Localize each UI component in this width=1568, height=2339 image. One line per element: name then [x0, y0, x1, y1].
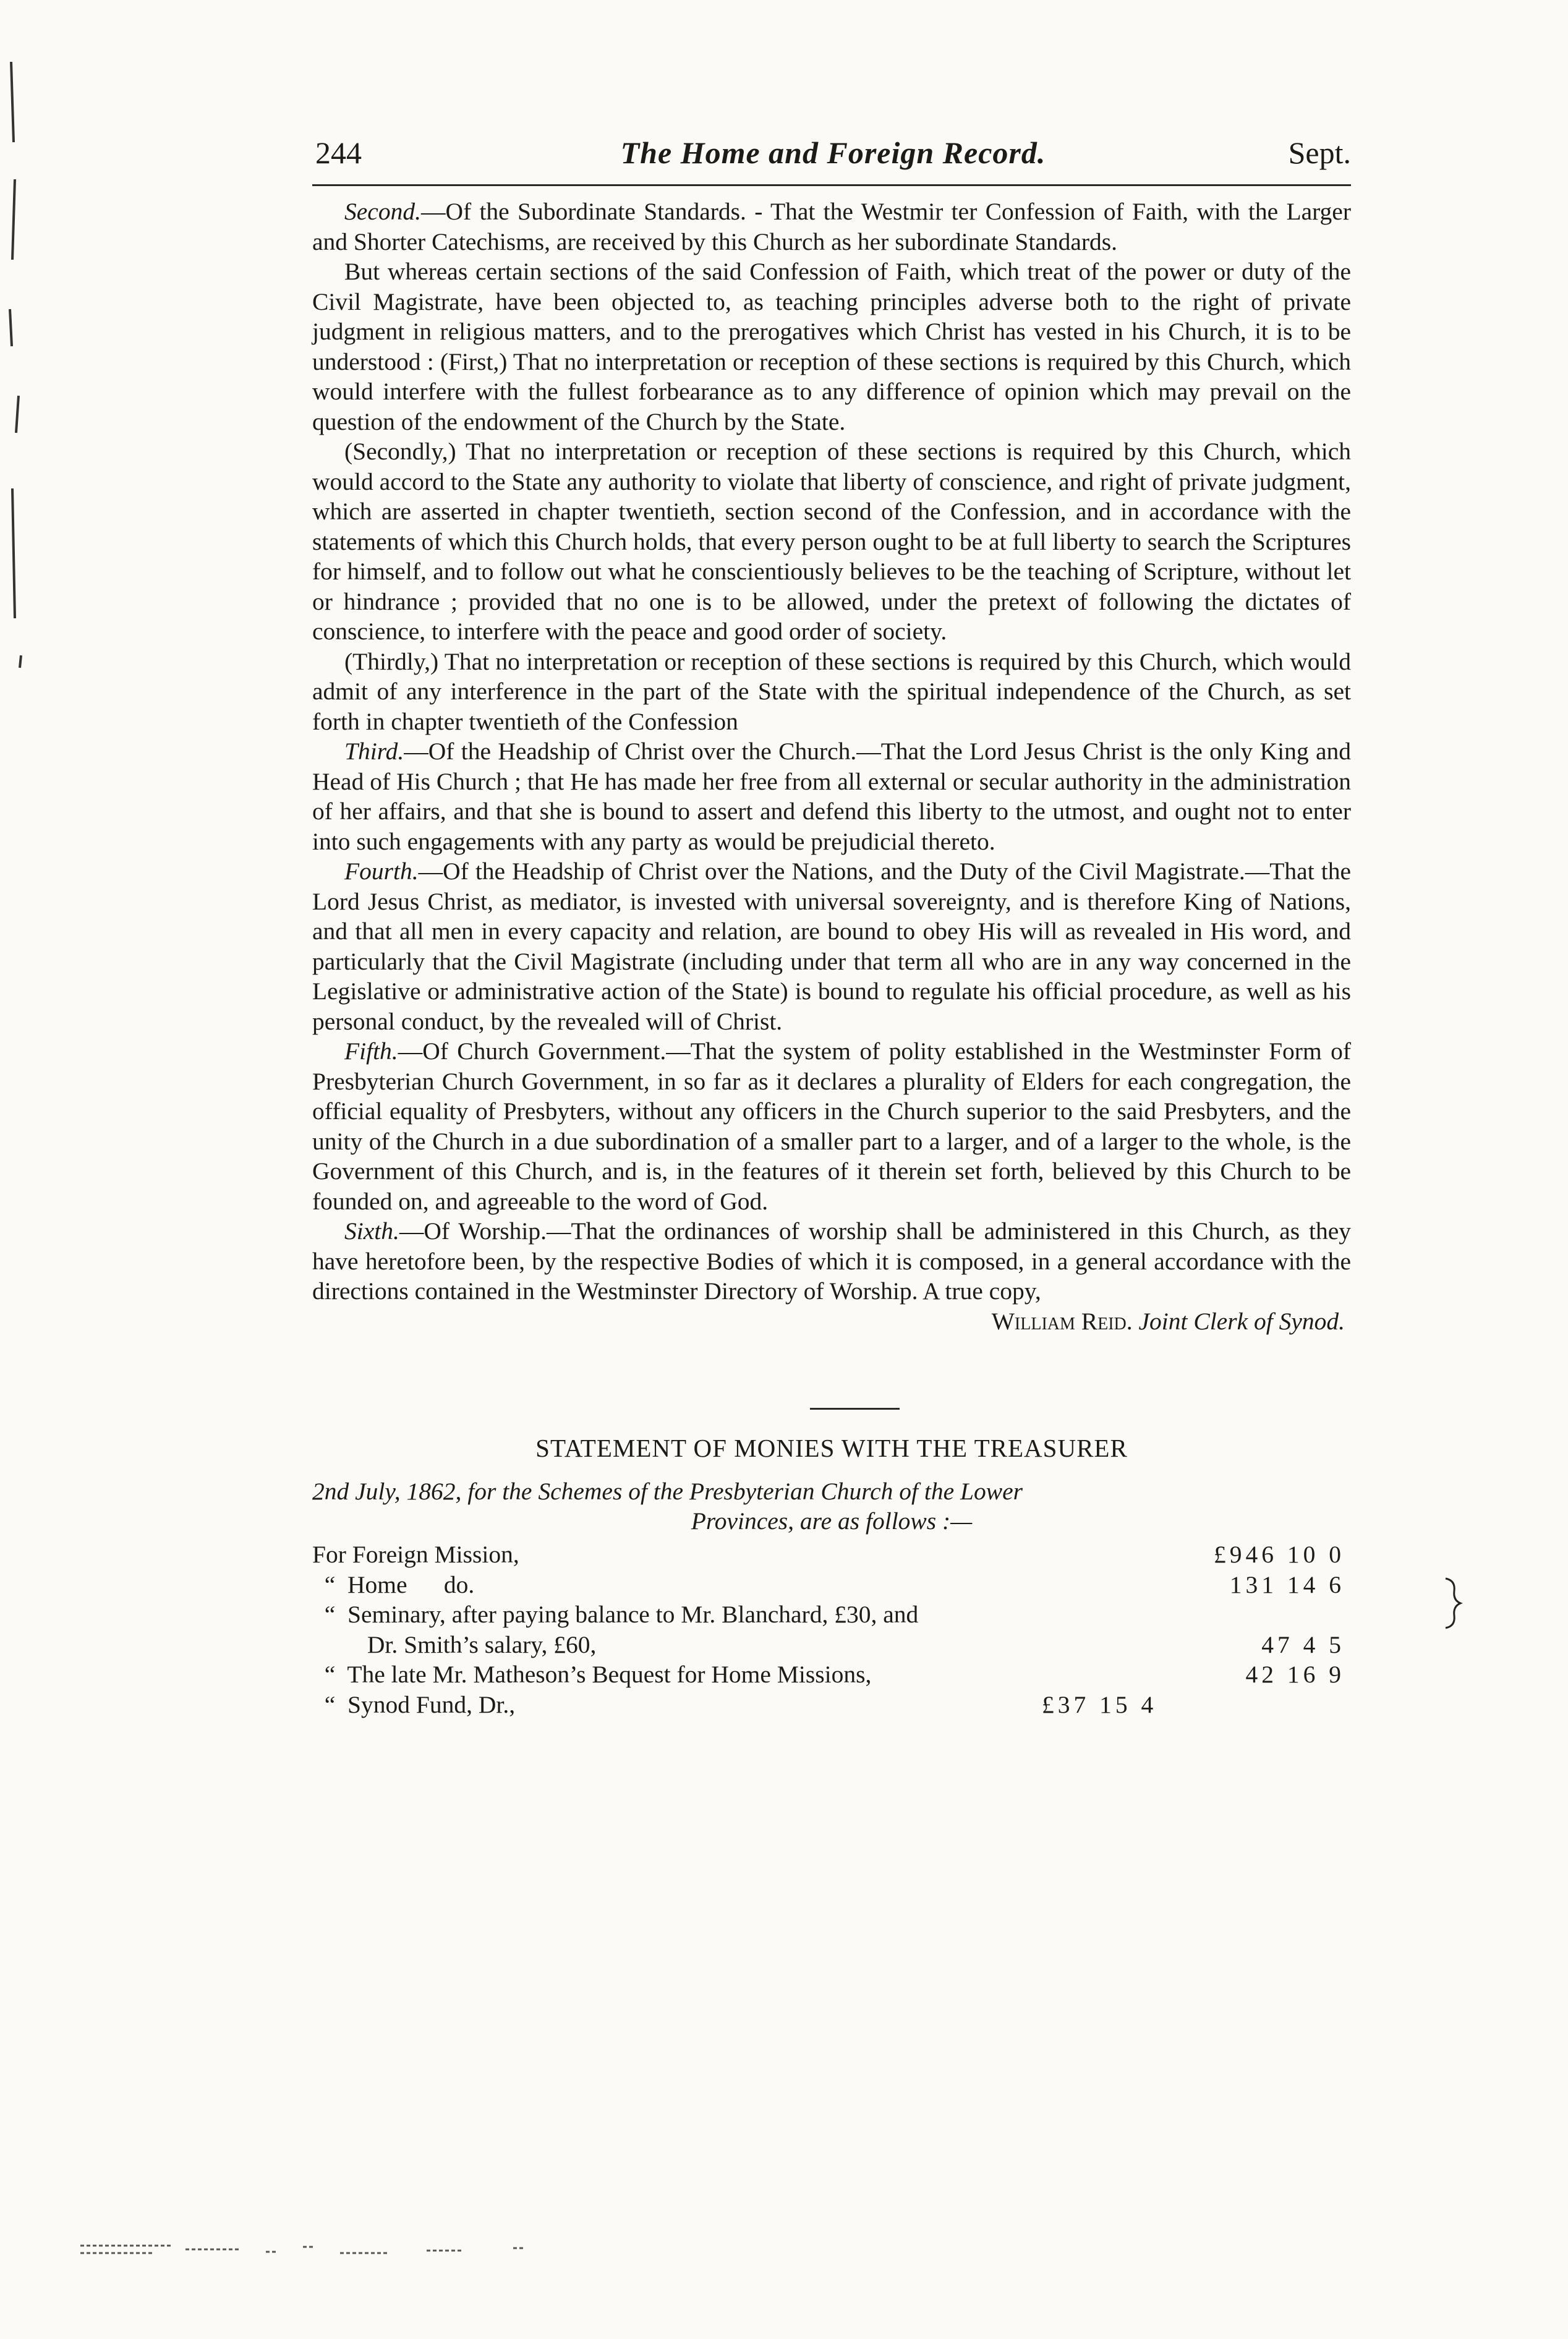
paragraph: But whereas certain sections of the said Confession of Faith, which treat of the power or duty of the Civil Magistrate, have been objected to, as teaching principles adverse both to the right of private judgment in religious matters, and to the prerogatives which Christ has vested in his Church, it is to be understood : (First,) That no interpretation or reception of these sections is required by this Church, which would interfere with the fullest forbearance as to any difference of opinion which may prevail on the question of the endowment of the Church by the State. [312, 258, 1351, 435]
signature-line [312, 1306, 1351, 1337]
signatory-role: Joint Clerk of Synod. [1138, 1307, 1345, 1335]
table-row: Dr. Smith’s salary, £60, 47 4 5 [312, 1630, 1345, 1658]
table-row: “ Synod Fund, Dr., £37 15 4 [312, 1690, 1157, 1718]
binding-edge-marks [0, 0, 74, 742]
paragraph: (Thirdly,) That no interpretation or reception of these sections is required by this Church, which would admit of any interference in the part of the State with the spiritual independence of the Church, as set forth in chapter twentieth of the Confession [312, 647, 1351, 735]
paragraph: Sixth.—Of Worship.—That the ordinances of worship shall be administered in this Church, as they have heretofore been, by the respective Bodies of which it is composed, in a general accordance with the directions contained in the Westminster Directory of Worship. A true copy, [312, 1217, 1351, 1305]
statement-intro: 2nd July, 1862, for the Schemes of the Presbyterian Church of the Lower Provinces, are as follows :— [312, 1478, 1023, 1535]
paragraph: Second.—Of the Subordinate Standards. - That the Westmir ter Confession of Faith, with the Larger and Shorter Catechisms, are received by this Church as her subordinate Standards. [312, 198, 1351, 255]
scan-artifacts [80, 2238, 637, 2263]
table-row: “ Home do. 131 14 6 [312, 1570, 1345, 1598]
brace-icon [1441, 1575, 1465, 1631]
monies-table [312, 1540, 1351, 1719]
paragraph: (Secondly,) That no interpretation or reception of these sections is required by this Church, which would accord to the State any authority to violate that liberty of conscience, and right of private judgment, which are asserted in chapter twentieth, section second of the Confession, and in accordance with the statements of which this Church holds, that every person ought to be at full liberty to search the Scriptures for himself, and to follow out what he conscientiously believes to be the teaching of Scripture, without let or hindrance ; provided that no one is to be allowed, under the pretext of following the dictates of conscience, to interfere with the peace and good order of society. [312, 438, 1351, 645]
table-row: “ The late Mr. Matheson’s Bequest for Home Missions, 42 16 9 [312, 1661, 1345, 1688]
running-title: The Home and Foreign Record. [620, 135, 1046, 170]
article-body [312, 197, 1351, 1336]
paragraph: Fourth.—Of the Headship of Christ over the Nations, and the Duty of the Civil Magistrate.—That the Lord Jesus Christ, as mediator, is invested with universal sovereignty, and is therefore King of Nations, and that all men in every capacity and relation, are bound to obey His will as revealed in His word, and particularly that the Civil Magistrate (including under that term all who are in any way concerned in the Legislative or administrative action of the State) is bound to regulate his official procedure, as well as his personal conduct, by the revealed will of Christ. [312, 858, 1351, 1035]
running-header [315, 135, 1351, 178]
header-rule [312, 184, 1351, 186]
header-month: Sept. [1288, 135, 1351, 170]
signatory-name: William Reid. [991, 1307, 1133, 1335]
statement-title: STATEMENT OF MONIES WITH THE TREASURER [535, 1434, 1128, 1462]
section-divider [810, 1408, 900, 1410]
paragraph: Fifth.—Of Church Government.—That the system of polity established in the Westminster Form of Presbyterian Church Government, in so far as it declares a plurality of Elders for each congregation, the official equality of Presbyters, without any officers in the Church superior to the said Presbyters, and the unity of the Church in a due subordination of a smaller part to a larger, and of a larger to the whole, is the Government of this Church, and is, in the features of it therein set forth, believed by this Church to be founded on, and agreeable to the word of God. [312, 1037, 1351, 1215]
paragraph: Third.—Of the Headship of Christ over the Church.—That the Lord Jesus Christ is the only King and Head of His Church ; that He has made her free from all external or secular authority in the administration of her affairs, and that she is bound to assert and defend this liberty to the utmost, and ought not to enter into such engagements with any party as would be prejudicial thereto. [312, 738, 1351, 855]
table-row: “ Seminary, after paying balance to Mr. Blanchard, £30, and [312, 1601, 919, 1628]
table-row: For Foreign Mission, £946 10 0 [312, 1541, 1345, 1568]
page-number: 244 [315, 135, 362, 170]
